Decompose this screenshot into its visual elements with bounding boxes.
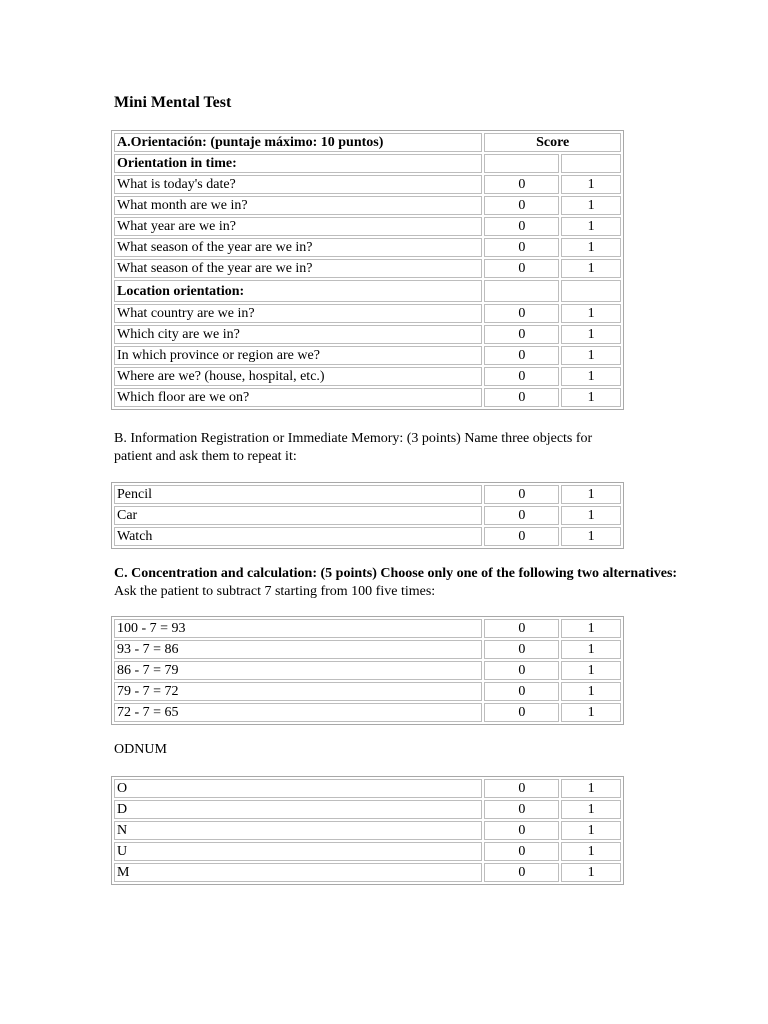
table-row — [114, 842, 621, 861]
empty-cell — [484, 154, 559, 173]
section-b-intro — [114, 430, 694, 466]
score-0-cell[interactable]: 0 — [484, 640, 559, 659]
table-row — [114, 367, 621, 386]
question-cell: What is today's date? — [114, 175, 482, 194]
table-row — [114, 800, 621, 819]
table-row — [114, 346, 621, 365]
question-cell: What month are we in? — [114, 196, 482, 215]
score-1-cell[interactable]: 1 — [561, 682, 621, 701]
location-orientation-header: Location orientation: — [114, 280, 482, 302]
table-row — [114, 640, 621, 659]
table-row — [114, 217, 621, 236]
calculation-cell: 72 - 7 = 65 — [114, 703, 482, 722]
score-1-cell[interactable]: 1 — [561, 821, 621, 840]
score-1-cell[interactable]: 1 — [561, 304, 621, 323]
odnum-label: ODNUM — [114, 742, 167, 757]
score-0-cell[interactable]: 0 — [484, 682, 559, 701]
table-row — [114, 779, 621, 798]
calculation-cell: 86 - 7 = 79 — [114, 661, 482, 680]
score-header: Score — [484, 133, 621, 152]
calculation-cell: 100 - 7 = 93 — [114, 619, 482, 638]
question-cell: Which city are we in? — [114, 325, 482, 344]
score-1-cell[interactable]: 1 — [561, 527, 621, 546]
table-row — [114, 619, 621, 638]
score-1-cell[interactable]: 1 — [561, 640, 621, 659]
calculation-table — [111, 616, 624, 725]
score-0-cell[interactable]: 0 — [484, 619, 559, 638]
question-cell: What season of the year are we in? — [114, 238, 482, 257]
score-0-cell[interactable]: 0 — [484, 842, 559, 861]
score-1-cell[interactable]: 1 — [561, 800, 621, 819]
score-1-cell[interactable]: 1 — [561, 238, 621, 257]
score-0-cell[interactable]: 0 — [484, 304, 559, 323]
score-1-cell[interactable]: 1 — [561, 506, 621, 525]
memory-table — [111, 482, 624, 549]
score-1-cell[interactable]: 1 — [561, 842, 621, 861]
score-0-cell[interactable]: 0 — [484, 863, 559, 882]
score-0-cell[interactable]: 0 — [484, 800, 559, 819]
score-0-cell[interactable]: 0 — [484, 217, 559, 236]
section-b-intro-line2: patient and ask them to repeat it: — [114, 449, 297, 464]
question-cell: What season of the year are we in? — [114, 259, 482, 278]
table-row — [114, 485, 621, 504]
table-row — [114, 682, 621, 701]
table-row — [114, 175, 621, 194]
score-0-cell[interactable]: 0 — [484, 527, 559, 546]
score-1-cell[interactable]: 1 — [561, 367, 621, 386]
score-1-cell[interactable]: 1 — [561, 779, 621, 798]
object-cell: Watch — [114, 527, 482, 546]
score-1-cell[interactable]: 1 — [561, 863, 621, 882]
section-b-intro-line1: B. Information Registration or Immediate Memory: (3 points) Name three objects for — [114, 431, 593, 446]
letter-cell: U — [114, 842, 482, 861]
score-0-cell[interactable]: 0 — [484, 175, 559, 194]
score-0-cell[interactable]: 0 — [484, 367, 559, 386]
score-0-cell[interactable]: 0 — [484, 196, 559, 215]
score-0-cell[interactable]: 0 — [484, 703, 559, 722]
table-row — [114, 527, 621, 546]
section-c-intro-line2: Ask the patient to subtract 7 starting from 100 five times: — [114, 584, 436, 599]
letter-cell: D — [114, 800, 482, 819]
table-row — [114, 325, 621, 344]
table-row — [114, 661, 621, 680]
subheader-row — [114, 154, 621, 173]
score-0-cell[interactable]: 0 — [484, 821, 559, 840]
question-cell: What year are we in? — [114, 217, 482, 236]
odnum-table — [111, 776, 624, 885]
score-1-cell[interactable]: 1 — [561, 703, 621, 722]
score-0-cell[interactable]: 0 — [484, 325, 559, 344]
score-1-cell[interactable]: 1 — [561, 217, 621, 236]
score-0-cell[interactable]: 0 — [484, 485, 559, 504]
score-1-cell[interactable]: 1 — [561, 175, 621, 194]
table-row — [114, 196, 621, 215]
section-c-intro-bold: C. Concentration and calculation: (5 points) Choose only one of the following two alternatives: — [114, 566, 678, 581]
subheader-row — [114, 280, 621, 302]
score-0-cell[interactable]: 0 — [484, 238, 559, 257]
object-cell: Car — [114, 506, 482, 525]
score-0-cell[interactable]: 0 — [484, 259, 559, 278]
letter-cell: O — [114, 779, 482, 798]
table-row — [114, 506, 621, 525]
table-row — [114, 703, 621, 722]
score-1-cell[interactable]: 1 — [561, 196, 621, 215]
table-row — [114, 821, 621, 840]
score-1-cell[interactable]: 1 — [561, 346, 621, 365]
score-1-cell[interactable]: 1 — [561, 661, 621, 680]
score-1-cell[interactable]: 1 — [561, 485, 621, 504]
score-1-cell[interactable]: 1 — [561, 259, 621, 278]
score-0-cell[interactable]: 0 — [484, 779, 559, 798]
table-row — [114, 863, 621, 882]
score-1-cell[interactable]: 1 — [561, 388, 621, 407]
object-cell: Pencil — [114, 485, 482, 504]
score-0-cell[interactable]: 0 — [484, 661, 559, 680]
score-1-cell[interactable]: 1 — [561, 325, 621, 344]
question-cell: In which province or region are we? — [114, 346, 482, 365]
table-row — [114, 388, 621, 407]
calculation-cell: 93 - 7 = 86 — [114, 640, 482, 659]
score-0-cell[interactable]: 0 — [484, 388, 559, 407]
table-row — [114, 238, 621, 257]
table-header-row — [114, 133, 621, 152]
page-title: Mini Mental Test — [114, 94, 232, 111]
calculation-cell: 79 - 7 = 72 — [114, 682, 482, 701]
empty-cell — [561, 154, 621, 173]
table-row — [114, 304, 621, 323]
score-0-cell[interactable]: 0 — [484, 346, 559, 365]
score-1-cell[interactable]: 1 — [561, 619, 621, 638]
orientation-time-header: Orientation in time: — [114, 154, 482, 173]
question-cell: Where are we? (house, hospital, etc.) — [114, 367, 482, 386]
score-0-cell[interactable]: 0 — [484, 506, 559, 525]
table-row — [114, 259, 621, 278]
question-cell: What country are we in? — [114, 304, 482, 323]
empty-cell — [484, 280, 559, 302]
question-cell: Which floor are we on? — [114, 388, 482, 407]
letter-cell: N — [114, 821, 482, 840]
orientation-table — [111, 130, 624, 410]
section-a-header: A.Orientación: (puntaje máximo: 10 puntos) — [114, 133, 482, 152]
empty-cell — [561, 280, 621, 302]
letter-cell: M — [114, 863, 482, 882]
section-c-intro — [114, 565, 714, 601]
